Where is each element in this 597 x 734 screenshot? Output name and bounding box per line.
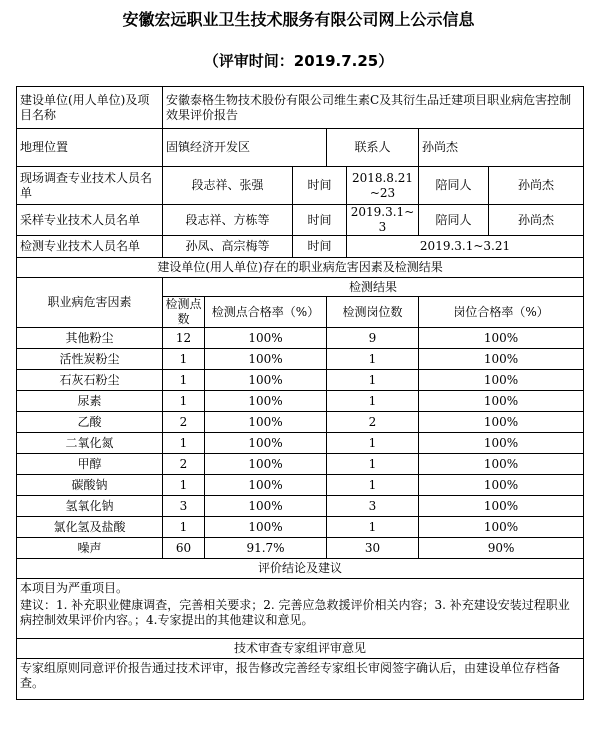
hazard-posts: 30 bbox=[327, 538, 419, 559]
location-label: 地理位置 bbox=[17, 129, 163, 167]
sampling-time-value: 2019.3.1~3 bbox=[347, 205, 419, 236]
hazard-name: 石灰石粉尘 bbox=[17, 370, 163, 391]
survey-label: 现场调查专业技术人员名单 bbox=[17, 167, 163, 205]
hazard-post-rate: 100% bbox=[419, 454, 584, 475]
hazard-row bbox=[17, 370, 584, 391]
hazard-posts: 1 bbox=[327, 433, 419, 454]
page-title: 安徽宏远职业卫生技术服务有限公司网上公示信息 bbox=[122, 10, 475, 29]
hazard-name: 甲醇 bbox=[17, 454, 163, 475]
survey-time-value: 2018.8.21~23 bbox=[347, 167, 419, 205]
hazard-name: 其他粉尘 bbox=[17, 328, 163, 349]
hazard-points: 1 bbox=[163, 475, 205, 496]
hazard-post-rate: 100% bbox=[419, 391, 584, 412]
hazard-points: 2 bbox=[163, 454, 205, 475]
hazard-point-rate: 100% bbox=[205, 412, 327, 433]
review-text: 专家组原则同意评价报告通过技术评审，报告修改完善经专家组长审阅签字确认后，由建设单位存档备查。 bbox=[17, 659, 584, 700]
hazard-point-rate: 91.7% bbox=[205, 538, 327, 559]
hazard-row bbox=[17, 454, 584, 475]
location-row bbox=[17, 129, 584, 167]
hazard-posts: 1 bbox=[327, 517, 419, 538]
hazard-points: 3 bbox=[163, 496, 205, 517]
review-title-row bbox=[17, 639, 584, 659]
hazard-rows bbox=[17, 328, 584, 559]
hazard-row bbox=[17, 433, 584, 454]
conclusion-line-2: 建议：1. 补充职业健康调查，完善相关要求；2. 完善应急救援评价相关内容；3. 补充建设安装过程职业病控制效果评价内容。；4.专家提出的其他建议和意见。 bbox=[20, 598, 570, 627]
hazard-posts: 2 bbox=[327, 412, 419, 433]
contact-label: 联系人 bbox=[327, 129, 419, 167]
hazard-post-rate: 100% bbox=[419, 412, 584, 433]
hazard-points: 1 bbox=[163, 517, 205, 538]
testing-label: 检测专业技术人员名单 bbox=[17, 236, 163, 258]
survey-value: 段志祥、张强 bbox=[163, 167, 293, 205]
testing-time-label: 时间 bbox=[293, 236, 347, 258]
hazard-posts: 3 bbox=[327, 496, 419, 517]
hazard-post-rate: 100% bbox=[419, 328, 584, 349]
hazard-point-rate: 100% bbox=[205, 391, 327, 412]
review-date: （评审时间：2019.7.25） bbox=[203, 52, 394, 70]
hazard-section-title: 建设单位(用人单位)存在的职业病危害因素及检测结果 bbox=[17, 258, 584, 278]
hazard-post-rate: 90% bbox=[419, 538, 584, 559]
hazard-row bbox=[17, 391, 584, 412]
hazard-row bbox=[17, 475, 584, 496]
hazard-post-rate: 100% bbox=[419, 496, 584, 517]
disclosure-table bbox=[16, 86, 584, 700]
review-row bbox=[17, 659, 584, 700]
hazard-row bbox=[17, 349, 584, 370]
testing-time-value: 2019.3.1~3.21 bbox=[347, 236, 584, 258]
hazard-point-rate: 100% bbox=[205, 433, 327, 454]
hazard-name: 尿素 bbox=[17, 391, 163, 412]
hazard-post-rate: 100% bbox=[419, 349, 584, 370]
hazard-point-rate: 100% bbox=[205, 328, 327, 349]
hazard-row bbox=[17, 496, 584, 517]
hazard-point-rate: 100% bbox=[205, 454, 327, 475]
sampling-value: 段志祥、方栋等 bbox=[163, 205, 293, 236]
sampling-row bbox=[17, 205, 584, 236]
hazard-row bbox=[17, 517, 584, 538]
hazard-posts: 1 bbox=[327, 454, 419, 475]
hazard-row bbox=[17, 328, 584, 349]
conclusion-title: 评价结论及建议 bbox=[17, 559, 584, 579]
hazard-name: 氯化氢及盐酸 bbox=[17, 517, 163, 538]
col-posts-header: 检测岗位数 bbox=[327, 297, 419, 328]
unit-row bbox=[17, 87, 584, 129]
contact-value: 孙尚杰 bbox=[419, 129, 584, 167]
sampling-escort-value: 孙尚杰 bbox=[489, 205, 584, 236]
hazard-name: 二氧化氮 bbox=[17, 433, 163, 454]
testing-row bbox=[17, 236, 584, 258]
hazard-points: 1 bbox=[163, 391, 205, 412]
sampling-time-label: 时间 bbox=[293, 205, 347, 236]
hazard-post-rate: 100% bbox=[419, 517, 584, 538]
hazard-posts: 1 bbox=[327, 349, 419, 370]
hazard-post-rate: 100% bbox=[419, 370, 584, 391]
unit-label: 建设单位(用人单位)及项目名称 bbox=[17, 87, 163, 129]
hazard-points: 1 bbox=[163, 433, 205, 454]
hazard-name: 乙酸 bbox=[17, 412, 163, 433]
testing-value: 孙凤、高宗梅等 bbox=[163, 236, 293, 258]
location-value: 固镇经济开发区 bbox=[163, 129, 327, 167]
hazard-posts: 1 bbox=[327, 391, 419, 412]
hazard-point-rate: 100% bbox=[205, 496, 327, 517]
hazard-points: 60 bbox=[163, 538, 205, 559]
hazard-row bbox=[17, 412, 584, 433]
survey-escort-value: 孙尚杰 bbox=[489, 167, 584, 205]
hazard-row bbox=[17, 538, 584, 559]
survey-row bbox=[17, 167, 584, 205]
sampling-escort-label: 陪同人 bbox=[419, 205, 489, 236]
hazard-points: 2 bbox=[163, 412, 205, 433]
review-title: 技术审查专家组评审意见 bbox=[17, 639, 584, 659]
hazard-point-rate: 100% bbox=[205, 475, 327, 496]
col-point-rate-header: 检测点合格率（%） bbox=[205, 297, 327, 328]
hazard-name: 活性炭粉尘 bbox=[17, 349, 163, 370]
hazard-post-rate: 100% bbox=[419, 433, 584, 454]
hazard-posts: 1 bbox=[327, 370, 419, 391]
hazard-posts: 1 bbox=[327, 475, 419, 496]
hazard-name: 碳酸钠 bbox=[17, 475, 163, 496]
conclusion-line-1: 本项目为严重项目。 bbox=[20, 581, 129, 595]
unit-value: 安徽泰格生物技术股份有限公司维生素C及其衍生品迁建项目职业病危害控制效果评价报告 bbox=[163, 87, 584, 129]
hazard-points: 1 bbox=[163, 349, 205, 370]
hazard-name: 氢氧化钠 bbox=[17, 496, 163, 517]
survey-escort-label: 陪同人 bbox=[419, 167, 489, 205]
conclusion-title-row bbox=[17, 559, 584, 579]
hazard-posts: 9 bbox=[327, 328, 419, 349]
hazard-points: 1 bbox=[163, 370, 205, 391]
conclusion-row bbox=[17, 579, 584, 639]
conclusion-body bbox=[17, 579, 584, 639]
col-post-rate-header: 岗位合格率（%） bbox=[419, 297, 584, 328]
hazard-post-rate: 100% bbox=[419, 475, 584, 496]
hazard-header-row bbox=[17, 278, 584, 297]
factor-header: 职业病危害因素 bbox=[17, 278, 163, 328]
hazard-section-row bbox=[17, 258, 584, 278]
survey-time-label: 时间 bbox=[293, 167, 347, 205]
hazard-points: 12 bbox=[163, 328, 205, 349]
hazard-point-rate: 100% bbox=[205, 349, 327, 370]
hazard-point-rate: 100% bbox=[205, 370, 327, 391]
sampling-label: 采样专业技术人员名单 bbox=[17, 205, 163, 236]
hazard-point-rate: 100% bbox=[205, 517, 327, 538]
col-points-header: 检测点数 bbox=[163, 297, 205, 328]
hazard-name: 噪声 bbox=[17, 538, 163, 559]
results-header: 检测结果 bbox=[163, 278, 584, 297]
